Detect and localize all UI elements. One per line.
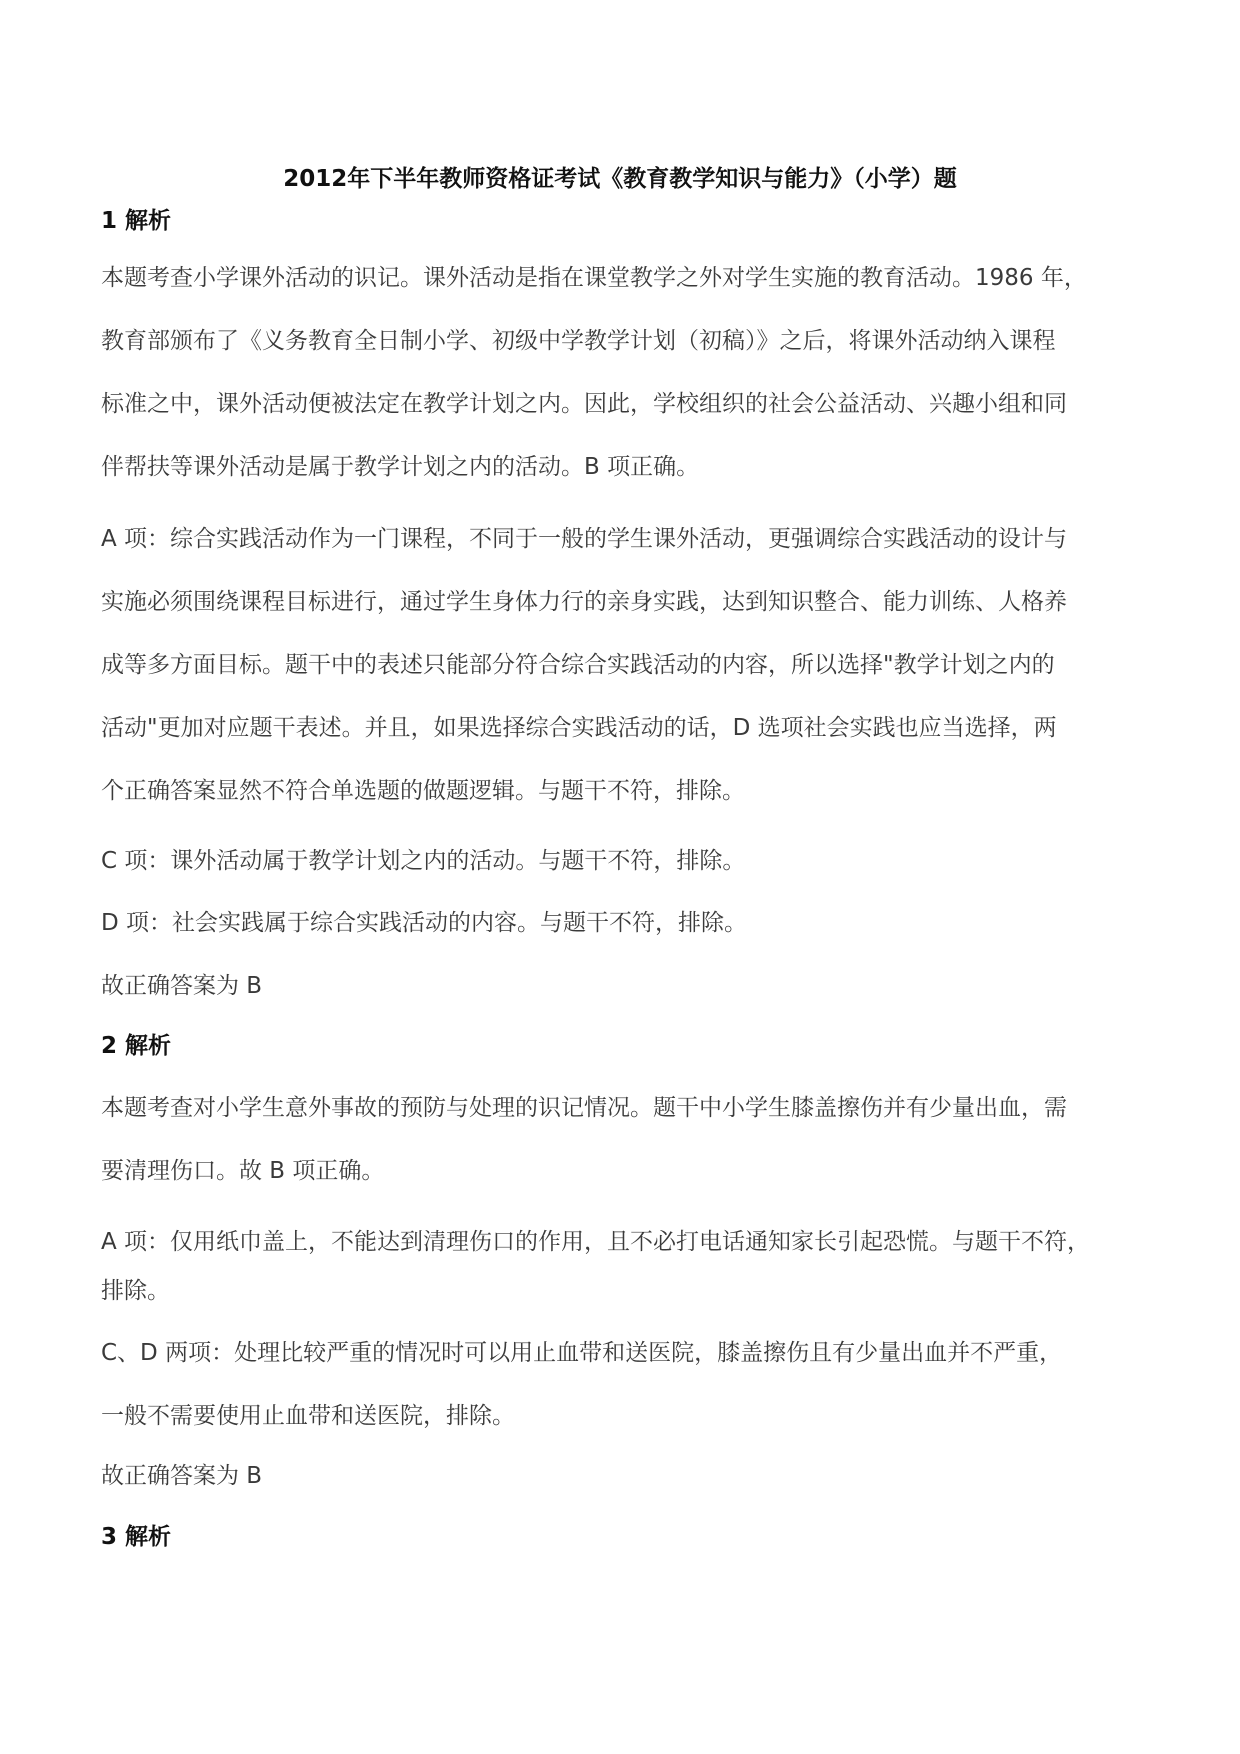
- option-a-line: 个正确答案显然不符合单选题的做题逻辑。与题干不符，排除。: [101, 778, 745, 804]
- document-title: 2012年下半年教师资格证考试《教育教学知识与能力》（小学）题: [283, 166, 957, 192]
- section-2-heading: 2 解析: [101, 1033, 172, 1059]
- paragraph-line: 本题考查对小学生意外事故的预防与处理的识记情况。题干中小学生膝盖擦伤并有少量出血，需: [101, 1095, 1067, 1121]
- option-cd-line: 一般不需要使用止血带和送医院，排除。: [101, 1403, 515, 1429]
- paragraph-line: 本题考查小学课外活动的识记。课外活动是指在课堂教学之外对学生实施的教育活动。1986 年，: [101, 265, 1087, 291]
- section-1-heading: 1 解析: [101, 208, 172, 234]
- section-3-heading: 3 解析: [101, 1524, 172, 1550]
- answer-line: 故正确答案为 B: [101, 973, 263, 999]
- paragraph-line: 伴帮扶等课外活动是属于教学计划之内的活动。B 项正确。: [101, 454, 700, 480]
- option-a-line: A 项：仅用纸巾盖上，不能达到清理伤口的作用，且不必打电话通知家长引起恐慌。与题干不符，: [101, 1229, 1091, 1255]
- paragraph-line: 教育部颁布了《义务教育全日制小学、初级中学教学计划（初稿）》之后，将课外活动纳入课程: [101, 328, 1056, 354]
- option-d-line: D 项：社会实践属于综合实践活动的内容。与题干不符，排除。: [101, 910, 748, 936]
- answer-line: 故正确答案为 B: [101, 1463, 263, 1489]
- option-c-line: C 项：课外活动属于教学计划之内的活动。与题干不符，排除。: [101, 848, 746, 874]
- option-a-line: 成等多方面目标。题干中的表述只能部分符合综合实践活动的内容，所以选择"教学计划之内的: [101, 652, 1055, 678]
- option-a-line: 排除。: [101, 1278, 170, 1304]
- option-a-line: 活动"更加对应题干表述。并且，如果选择综合实践活动的话，D 选项社会实践也应当选择，两: [101, 715, 1057, 741]
- option-a-line: 实施必须围绕课程目标进行，通过学生身体力行的亲身实践，达到知识整合、能力训练、人格养: [101, 589, 1067, 615]
- paragraph-line: 要清理伤口。故 B 项正确。: [101, 1158, 385, 1184]
- paragraph-line: 标准之中，课外活动便被法定在教学计划之内。因此，学校组织的社会公益活动、兴趣小组和同: [101, 391, 1067, 417]
- option-a-line: A 项：综合实践活动作为一门课程，不同于一般的学生课外活动，更强调综合实践活动的设计与: [101, 526, 1068, 552]
- option-cd-line: C、D 两项：处理比较严重的情况时可以用止血带和送医院，膝盖擦伤且有少量出血并不严重，: [101, 1340, 1063, 1366]
